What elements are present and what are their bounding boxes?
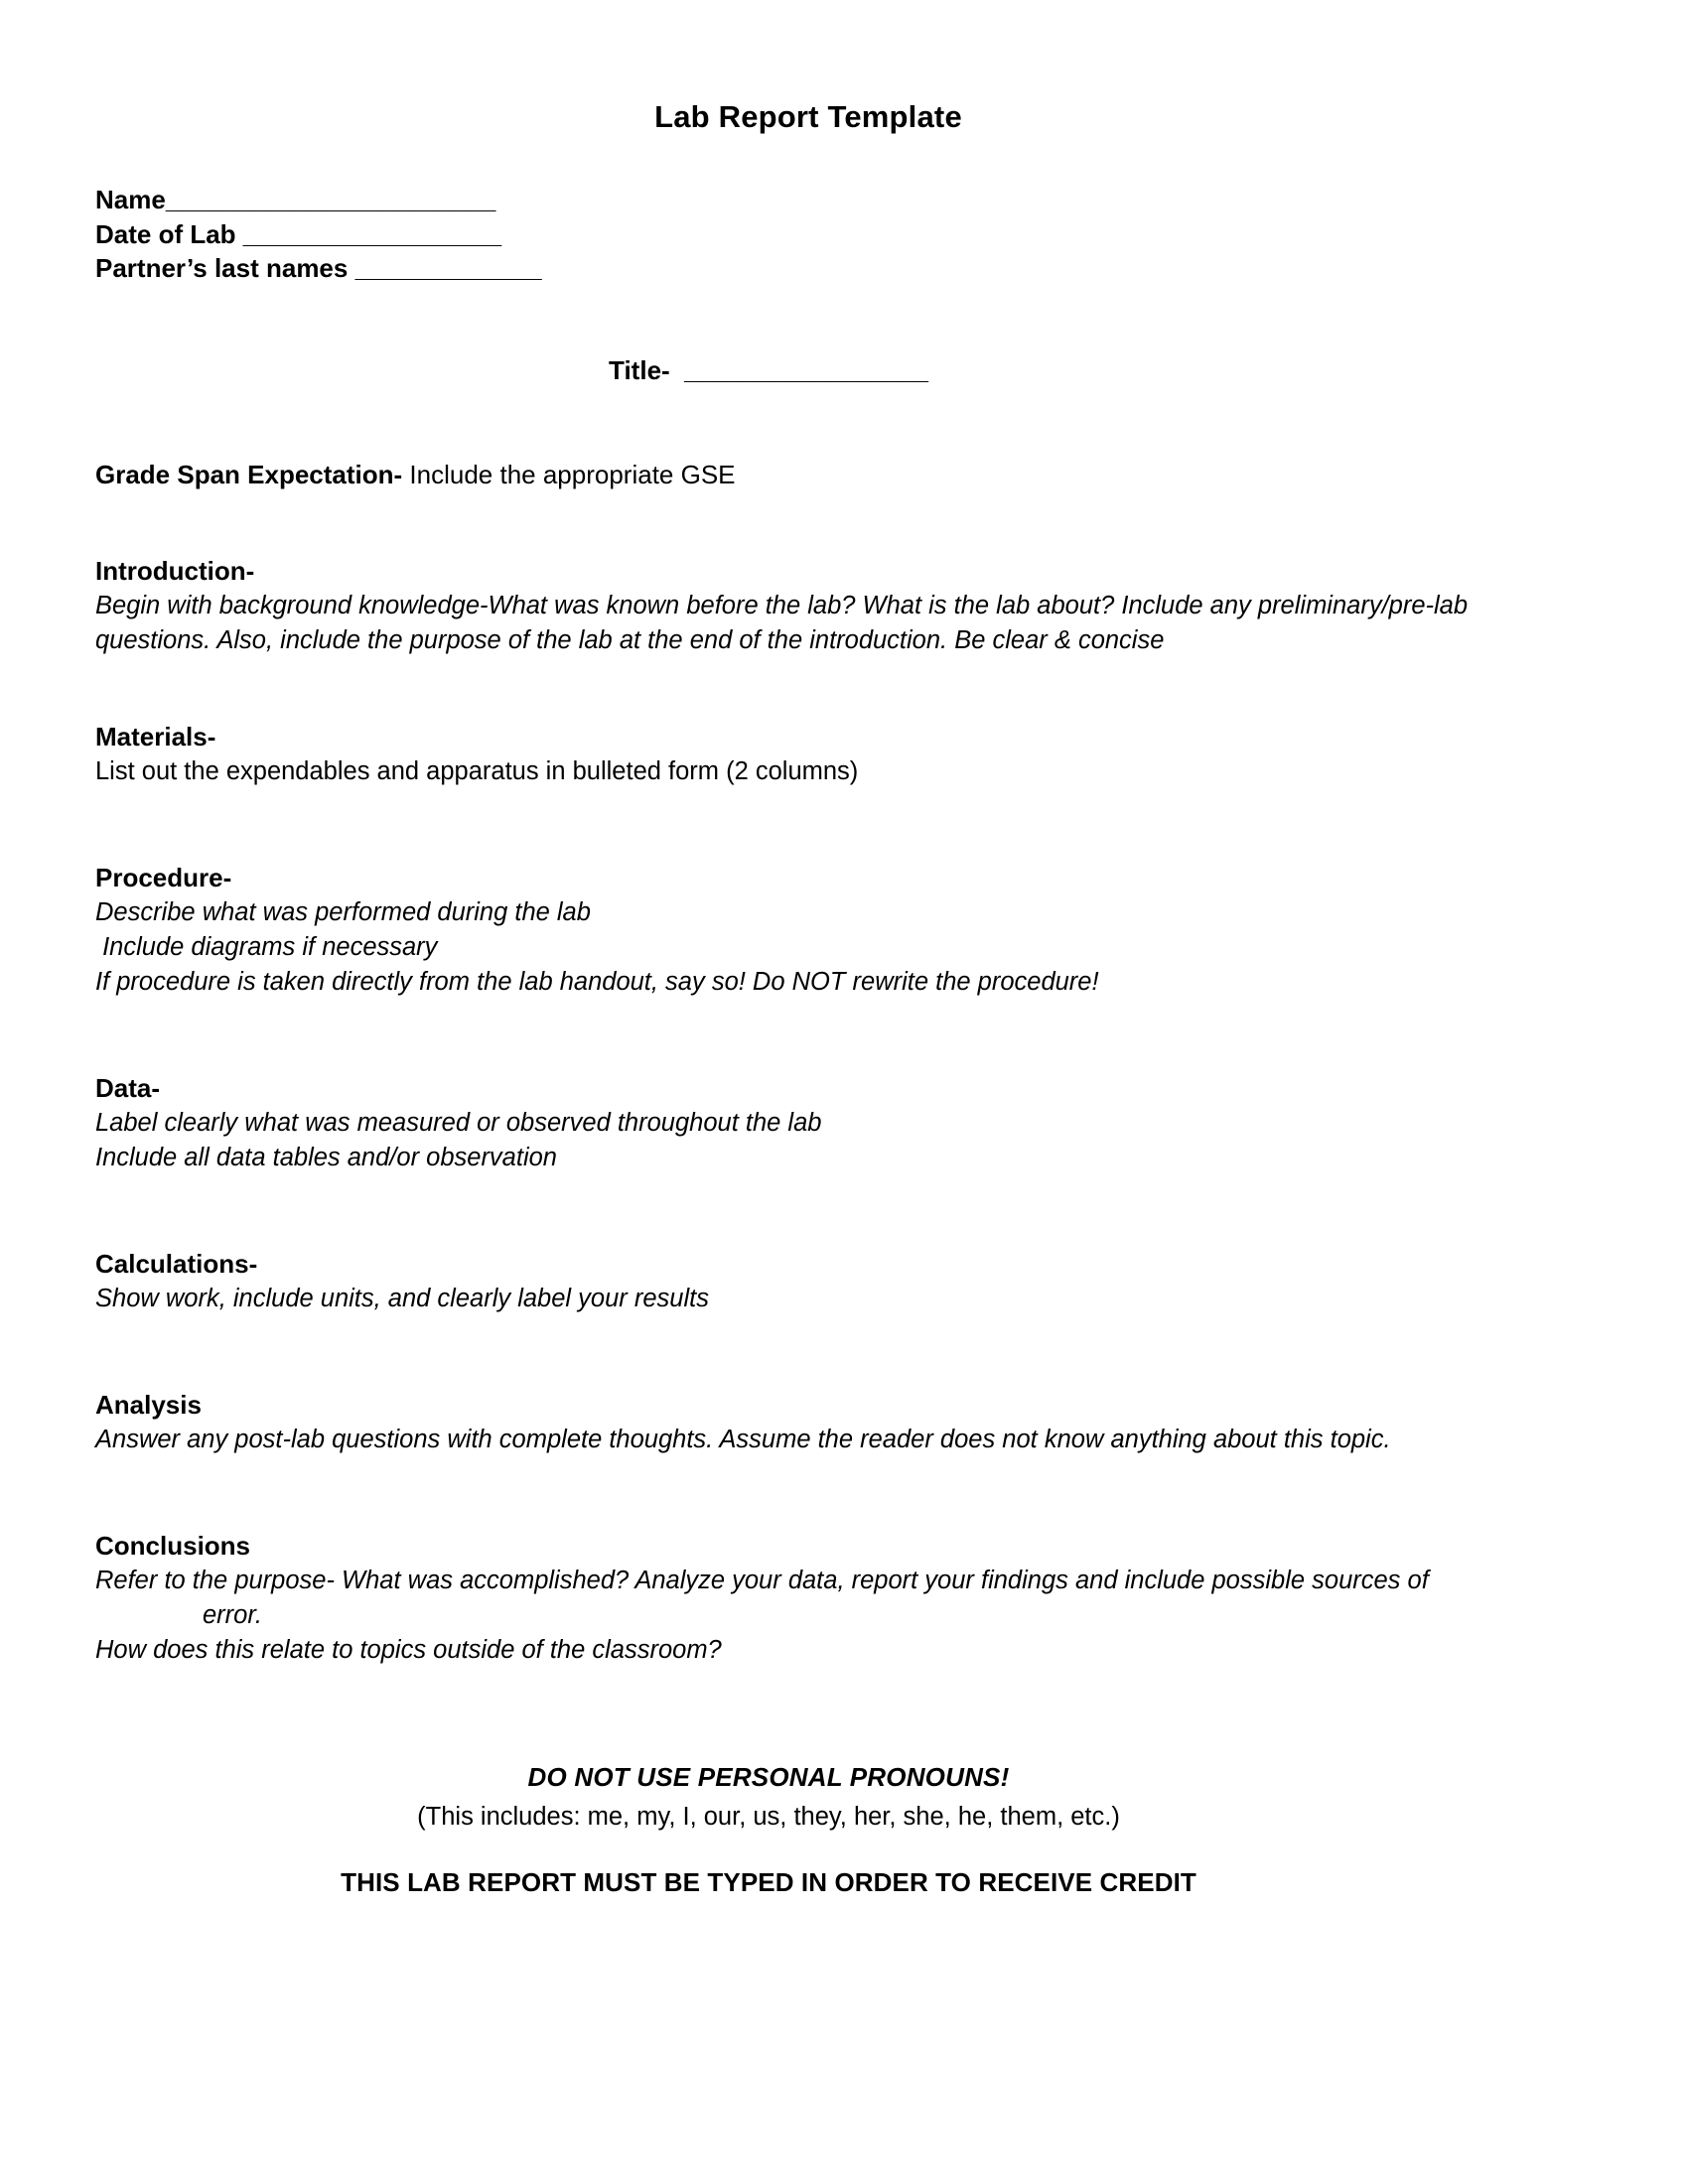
section-procedure xyxy=(95,861,1561,1000)
section-body-procedure-line-3: If procedure is taken directly from the lab handout, say so! Do NOT rewrite the procedure! xyxy=(95,967,1099,996)
section-materials xyxy=(95,720,1561,789)
section-heading-grade-span-expectation xyxy=(95,458,1561,492)
section-body-data-line-1: Label clearly what was measured or observed throughout the lab xyxy=(95,1108,822,1137)
section-heading-conclusions: Conclusions xyxy=(95,1530,251,1561)
section-heading-procedure: Procedure- xyxy=(95,862,232,892)
section-introduction xyxy=(95,554,1561,658)
identification-block xyxy=(95,183,1561,286)
section-body-procedure-line-2: Include diagrams if necessary xyxy=(95,932,438,961)
name-field-line[interactable]: Name_______________________ xyxy=(95,185,496,214)
section-body-conclusions-line-1: Refer to the purpose- What was accomplished? Analyze your data, report your findings and include possible sources of xyxy=(95,1566,1429,1594)
section-body-conclusions-line-2: error. xyxy=(203,1600,262,1629)
section-heading-introduction: Introduction- xyxy=(95,555,255,586)
footer-typed-requirement: THIS LAB REPORT MUST BE TYPED IN ORDER TO RECEIVE CREDIT xyxy=(341,1867,1196,1898)
section-body-materials: List out the expendables and apparatus in bulleted form (2 columns) xyxy=(95,756,859,785)
footer-pronoun-examples: (This includes: me, my, I, our, us, they, her, she, he, them, etc.) xyxy=(417,1803,1120,1832)
heading-suffix-text: Include the appropriate GSE xyxy=(402,459,736,489)
page-title: Lab Report Template xyxy=(654,99,962,134)
partners-names-field-line[interactable]: Partner’s last names _____________ xyxy=(95,253,542,284)
section-calculations xyxy=(95,1247,1561,1316)
footer-no-pronouns-warning: DO NOT USE PERSONAL PRONOUNS! xyxy=(527,1762,1010,1793)
section-body-data-line-2: Include all data tables and/or observation xyxy=(95,1143,557,1171)
section-heading-analysis: Analysis xyxy=(95,1389,202,1420)
section-analysis xyxy=(95,1388,1561,1457)
section-body-conclusions-line-3: How does this relate to topics outside of the classroom? xyxy=(95,1635,722,1664)
lab-title-field-line[interactable]: Title- _________________ xyxy=(609,354,928,385)
section-body-analysis: Answer any post-lab questions with complete thoughts. Assume the reader does not know anything about this topic. xyxy=(95,1425,1391,1453)
section-heading-materials: Materials- xyxy=(95,721,216,751)
date-of-lab-field-line[interactable]: Date of Lab __________________ xyxy=(95,218,502,249)
section-heading-calculations: Calculations- xyxy=(95,1248,258,1279)
section-grade-span-expectation xyxy=(95,458,1561,492)
section-data xyxy=(95,1071,1561,1175)
section-body-procedure-line-1: Describe what was performed during the lab xyxy=(95,897,591,926)
section-heading-data: Data- xyxy=(95,1072,161,1103)
section-conclusions xyxy=(95,1529,1561,1668)
heading-text: Grade Span Expectation- xyxy=(95,459,403,489)
section-body-introduction: Begin with background knowledge-What was known before the lab? What is the lab about? Include any preliminary/pre-lab questions. Also, include the purpose of the lab at the end of the introduction. Be clear & concise xyxy=(95,591,1469,654)
section-body-calculations: Show work, include units, and clearly label your results xyxy=(95,1284,709,1312)
footer-notice xyxy=(95,1762,1561,1898)
